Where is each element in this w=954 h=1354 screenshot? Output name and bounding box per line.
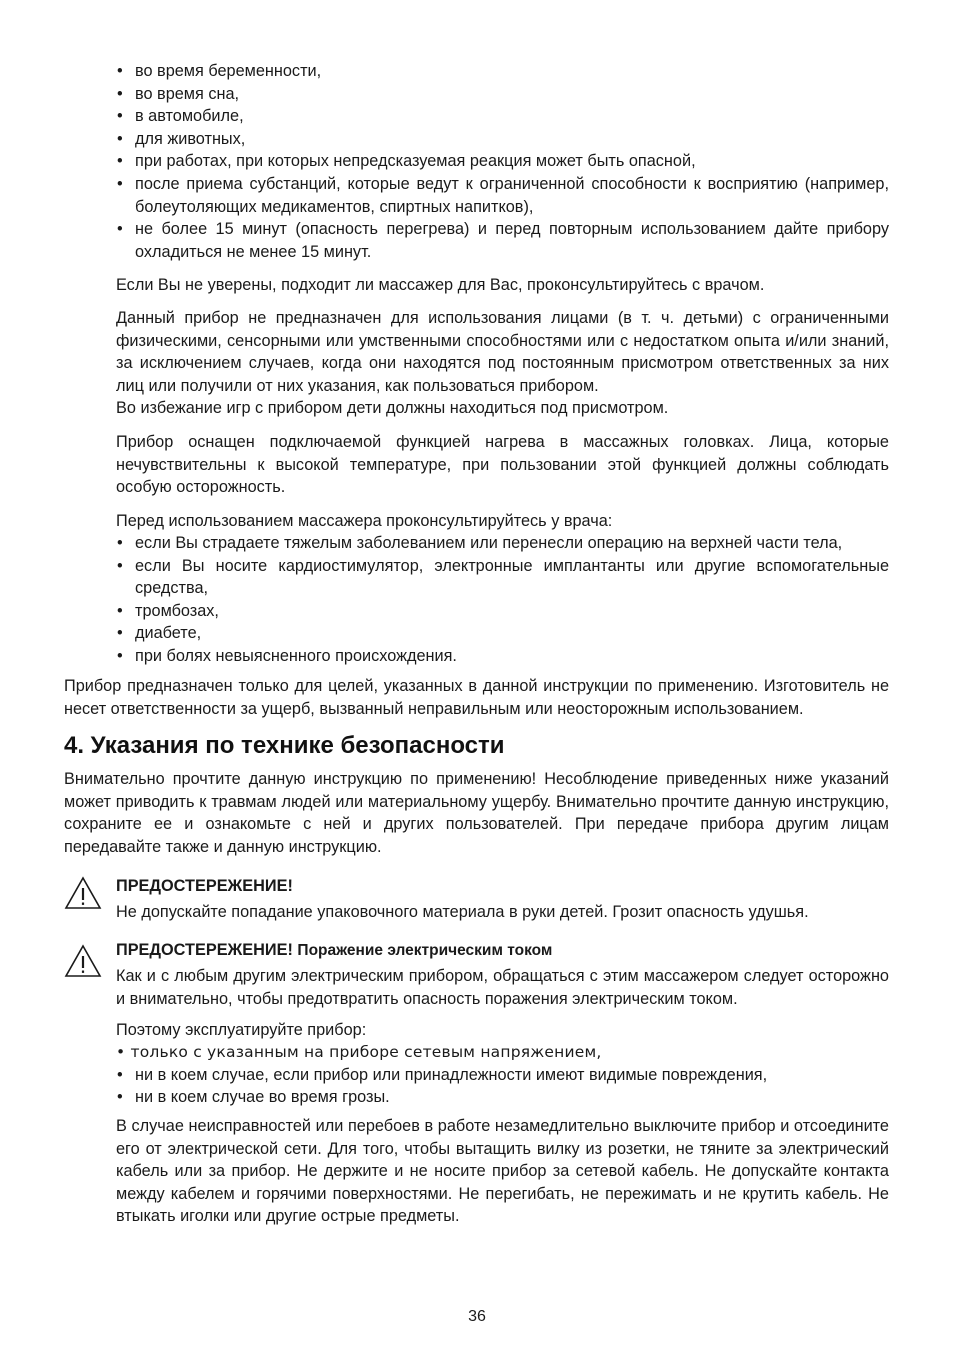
doctor-paragraph: Если Вы не уверены, подходит ли массажер для Вас, проконсультируйтесь с врачом. [116, 276, 765, 294]
list-item: • не более 15 минут (опасность перегрева) и перед повторным использованием дайте прибору охладиться не менее 15 минут. [116, 218, 889, 263]
section-title: 4. Указания по технике безопасности [64, 732, 505, 759]
warning-title [116, 939, 552, 963]
operate-conditions-list [116, 1041, 889, 1109]
usage-restrictions-list [116, 60, 889, 263]
intro-paragraph: Внимательно прочтите данную инструкцию по применению! Несоблюдение приведенных ниже указаний может приводить к травмам людей или материальному ущербу. Внимательно прочтите данную инструкцию, сохраните ее и ознакомьте с ней и других пользователей. При передаче прибора другим лицам передавайте также и данную инструкцию. [64, 770, 889, 856]
list-item: • тромбозах, [116, 600, 889, 623]
list-item: • только с указанным на приборе сетевым напряжением, [116, 1041, 889, 1064]
list-item: • если Вы страдаете тяжелым заболеванием или перенесли операцию на верхней части тела, [116, 532, 889, 555]
page-number: 36 [468, 1308, 486, 1325]
list-item: • ни в коем случае во время грозы. [116, 1086, 889, 1109]
list-item: • в автомобиле, [116, 105, 889, 128]
warning-subtitle: Поражение электрическим током [297, 942, 553, 959]
warning-title-label: ПРЕДОСТЕРЕЖЕНИЕ! [116, 941, 293, 959]
list-item: • для животных, [116, 128, 889, 151]
warning-triangle-icon [64, 944, 102, 978]
limited-abilities-paragraph [116, 307, 889, 420]
list-item: • диабете, [116, 622, 889, 645]
consult-conditions-list [116, 532, 889, 668]
list-item: • после приема субстанций, которые ведут к ограниченной способности к восприятию (например, болеутоляющих медикаментов, спиртных напитков), [116, 173, 889, 218]
purpose-paragraph: Прибор предназначен только для целей, указанных в данной инструкции по применению. Изготовитель не несет ответственности за ущерб, вызванный неправильным или неосторожным использованием. [64, 677, 889, 718]
list-item: • ни в коем случае, если прибор или принадлежности имеют видимые повреждения, [116, 1064, 889, 1087]
list-item: • при болях невыясненного происхождения. [116, 645, 889, 668]
list-item: • во время сна, [116, 83, 889, 106]
warning-triangle-icon [64, 876, 102, 910]
children-supervision-text: Во избежание игр с прибором дети должны находиться под присмотром. [116, 399, 669, 418]
fault-paragraph: В случае неисправностей или перебоев в работе незамедлительно выключите прибор и отсоедините его от электрической сети. Для того, чтобы вытащить вилку из розетки, не тяните за электрический кабель или за прибор. Не держите и не носите прибор за сетевой кабель. Не допускайте контакта между кабелем и горячими поверхностями. Не перегибать, не пережимать и не крутить кабель. Не втыкать иголки или другие острые предметы. [116, 1117, 889, 1226]
consult-paragraph: Перед использованием массажера проконсультируйтесь у врача: [116, 512, 613, 530]
limited-abilities-text: Данный прибор не предназначен для использования лицами (в т. ч. детьми) с ограниченными физическими, сенсорными или умственными способностями или с недостатком опыта и/или знаний, за исключением случаев, когда они находятся под постоянным присмотром ответственных за них лиц или получили от них указания, как пользоваться прибором. [116, 309, 889, 395]
heat-function-paragraph: Прибор оснащен подключаемой функцией нагрева в массажных головках. Лица, которые нечувствительны к высокой температуре, при пользовании этой функцией должны соблюдать особую осторожность. [116, 433, 889, 497]
operate-paragraph: Поэтому эксплуатируйте прибор: [116, 1021, 367, 1039]
warning-text: Не допускайте попадание упаковочного материала в руки детей. Грозит опасность удушья. [116, 903, 809, 921]
list-item: • если Вы носите кардиостимулятор, электронные имплантанты или другие вспомогательные средства, [116, 555, 889, 600]
list-item: • во время беременности, [116, 60, 889, 83]
warning-text: Как и с любым другим электрическим прибором, обращаться с этим массажером следует осторожно и внимательно, чтобы предотвратить опасность поражения электрическим током. [116, 967, 889, 1008]
warning-title: ПРЕДОСТЕРЕЖЕНИЕ! [116, 877, 293, 895]
list-item: • при работах, при которых непредсказуемая реакция может быть опасной, [116, 150, 889, 173]
